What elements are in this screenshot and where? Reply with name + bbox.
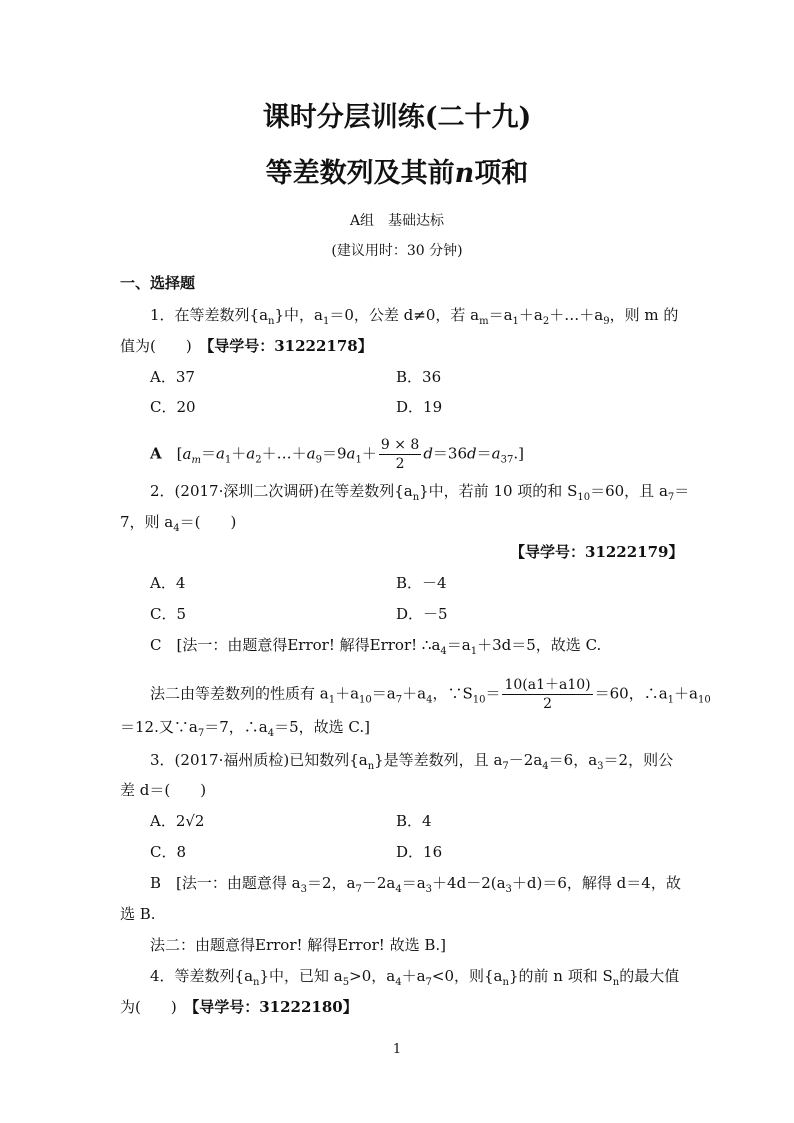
q1-option-a: A．37 [150, 368, 195, 386]
q1-option-d: D．19 [396, 398, 443, 416]
q2-answer-line3: ＝12.又$\because a_7=7$，$\therefore a_4=5$，故选 C.] [120, 718, 370, 739]
page-subtitle: 等差数列及其前n项和 [265, 158, 529, 189]
q1-option-c: C．20 [150, 398, 196, 416]
q2-stem-line2: 7，则 $a_4=$( ) [120, 513, 237, 534]
q2-option-a: A．4 [150, 574, 186, 592]
page-number: 1 [392, 1042, 402, 1057]
q3-answer-line1: B [法一：由题意得 $a_3=2$，$a_7-2a_4=a_3+4d-2(a_3+d)=6$，解得 d＝4，故 [150, 874, 681, 895]
q3-answer-line3: 法二：由题意得Error! 解得Error! 故选 B.] [150, 936, 446, 954]
q3-stem-line1: 3．(2017·福州质检)已知数列$\{a_n\}$是等差数列，且 $a_7-2a_4=6$，$a_3=2$，则公 [150, 751, 674, 772]
q1-option-b: B．36 [396, 368, 442, 386]
q4-stem-line2: 为( ) 【导学号：31222180】 [120, 998, 358, 1016]
q1-stem-line1: 1．在等差数列$\{a_n\}$中，$a_1=0$，公差 d≠0，若 $a_m=a_1+a_2+\dots+a_9$，则 m 的 [150, 306, 679, 327]
section-heading: 一、选择题 [120, 274, 196, 292]
q3-stem-line2: 差 d＝( ) [120, 781, 207, 799]
q1-stem-line2: 值为( ) 【导学号：31222178】 [120, 337, 373, 355]
q3-option-d: D．16 [396, 843, 443, 861]
q2-answer-line1: C [法一：由题意得Error! 解得Error! $\therefore a_4=a_1+3d=5$，故选 C. [150, 636, 602, 657]
q2-stem-line1: 2．(2017·深圳二次调研)在等差数列$\{a_n\}$中，若前 10 项的和 $S_{10}=60$，且 $a_7=$ [150, 482, 690, 503]
q3-option-b: B．4 [396, 812, 432, 830]
q1-answer: A [$a_m=a_1+a_2+\dots+a_9=9a_1+$ $\frac{9 \times 8}{2}$ $d=36d=a_{37}$.] [150, 437, 524, 472]
q2-ref: 【导学号：31222179】 [510, 543, 684, 561]
time-hint: (建议用时：30 分钟) [331, 243, 463, 259]
group-label: A组 基础达标 [349, 213, 445, 229]
q3-answer-line2: 选 B. [120, 905, 156, 923]
q3-option-c: C．8 [150, 843, 187, 861]
q4-stem-line1: 4．等差数列$\{a_n\}$中，已知 $a_5>0$，$a_4+a_7<0$，则$\{a_n\}$的前 n 项和 $S_n$的最大值 [150, 967, 680, 988]
page-title: 课时分层训练(二十九) [262, 102, 532, 133]
q2-answer-line2: 法二由等差数列的性质有 $a_1+a_{10}=a_7+a_4$，$\because S_{10}=$ $\frac{10(a1+a10)}{2}$ ＝60，$\therefore a_1+a_{10}$ [150, 677, 711, 712]
q2-option-d: D．－5 [396, 605, 448, 623]
q2-option-c: C．5 [150, 605, 187, 623]
q3-option-a: A．2√2 [150, 812, 205, 830]
q2-option-b: B．－4 [396, 574, 447, 592]
